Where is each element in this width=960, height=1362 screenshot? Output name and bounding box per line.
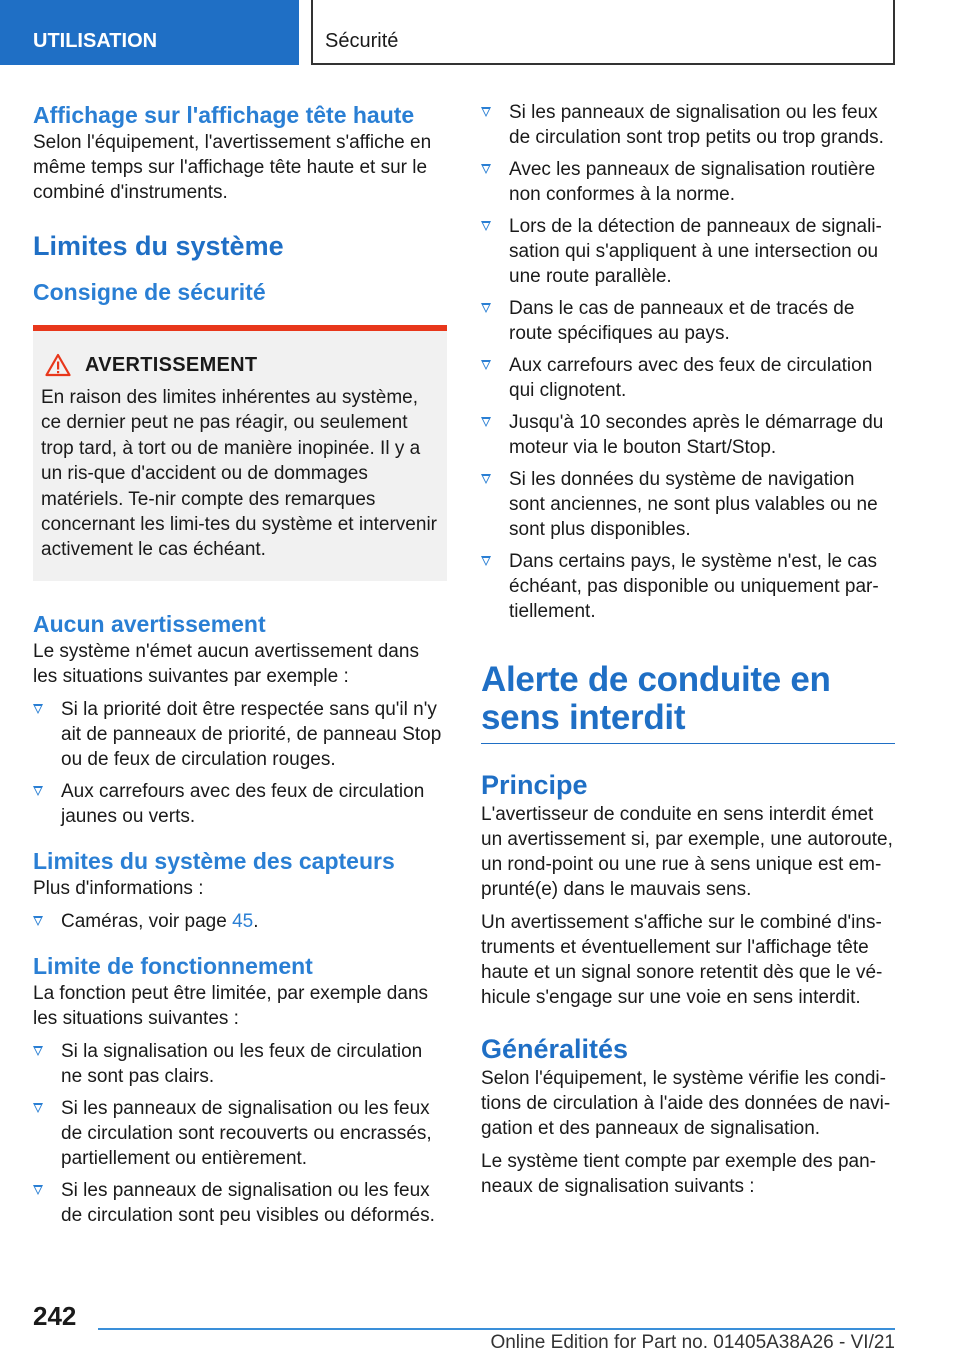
warning-triangle-icon — [45, 353, 71, 377]
sensor-paragraph: Plus d'informations : — [33, 877, 204, 899]
footer-divider — [98, 1328, 895, 1330]
right-column — [481, 100, 895, 1207]
triangle-bullet-icon — [33, 916, 43, 926]
sensor-list — [33, 909, 447, 934]
principle-heading: Principe — [481, 770, 588, 800]
triangle-bullet-icon — [481, 221, 491, 231]
triangle-bullet-icon — [481, 474, 491, 484]
triangle-bullet-icon — [481, 360, 491, 370]
no-warning-paragraph: Le système n'émet aucun avertissement dans les situations suivantes par exemple : — [33, 640, 419, 687]
no-warning-list — [33, 697, 447, 829]
list-item: Si les panneaux de signalisation ou les feux de circulation sont trop petits ou trop grands. — [481, 100, 895, 150]
left-column — [33, 100, 447, 1235]
warning-box — [33, 325, 447, 581]
triangle-bullet-icon — [33, 1185, 43, 1195]
footer-edition: Online Edition for Part no. 01405A38A26 - VI/21 — [490, 1332, 895, 1353]
limitation-list — [481, 100, 895, 624]
warning-title: AVERTISSEMENT — [85, 353, 258, 376]
triangle-bullet-icon — [33, 704, 43, 714]
function-paragraph: La fonction peut être limitée, par exemple dans les situations suivantes : — [33, 982, 429, 1029]
list-item: Si la signalisation ou les feux de circulation ne sont pas clairs. — [33, 1039, 447, 1089]
triangle-bullet-icon — [33, 1046, 43, 1056]
list-item: Si la priorité doit être respectée sans qu'il n'y ait de panneaux de priorité, de panneau Stop ou de feux de circulation rouges. — [33, 697, 447, 772]
hud-paragraph: Selon l'équipement, l'avertissement s'affiche en même temps sur l'affichage tête haute et sur le combiné d'instruments. — [33, 132, 432, 203]
triangle-bullet-icon — [481, 107, 491, 117]
warning-text: En raison des limites inhérentes au système, ce dernier peut ne pas réagir, ou seulement trop tard, à tort ou de manière inopinée. Il y a un ris-que d'accident ou de dommages matériels. Te-nir compte des remarques concernant les limi-tes du système et intervenir activement le cas échéant. — [41, 387, 437, 561]
function-heading: Limite de fonctionnement — [33, 952, 313, 979]
list-item: Caméras, voir page 45. — [33, 909, 447, 934]
header-section-title: Sécurité — [311, 0, 895, 65]
page-number: 242 — [33, 1301, 77, 1331]
list-item: Dans certains pays, le système n'est, le cas échéant, pas disponible ou uniquement par-tiellement. — [481, 549, 895, 624]
list-item: Si les panneaux de signalisation ou les feux de circulation sont recouverts ou encrassés, partiellement ou entièrement. — [33, 1096, 447, 1171]
triangle-bullet-icon — [481, 417, 491, 427]
wrong-way-heading: Alerte de conduite en sens interdit — [481, 661, 895, 744]
limits-heading: Limites du système — [33, 231, 284, 261]
list-item: Aux carrefours avec des feux de circulation jaunes ou verts. — [33, 779, 447, 829]
list-item: Si les panneaux de signalisation ou les feux de circulation sont peu visibles ou déformés. — [33, 1178, 447, 1228]
list-item: Aux carrefours avec des feux de circulation qui clignotent. — [481, 353, 895, 403]
list-item: Jusqu'à 10 secondes après le démarrage du moteur via le bouton Start/Stop. — [481, 410, 895, 460]
list-item: Dans le cas de panneaux et de tracés de route spécifiques au pays. — [481, 296, 895, 346]
general-heading: Généralités — [481, 1034, 629, 1064]
triangle-bullet-icon — [481, 556, 491, 566]
triangle-bullet-icon — [481, 303, 491, 313]
safety-heading: Consigne de sécurité — [33, 279, 266, 305]
header-tab-utilisation: UTILISATION — [0, 0, 299, 65]
triangle-bullet-icon — [481, 164, 491, 174]
sensor-heading: Limites du système des capteurs — [33, 847, 395, 874]
no-warning-heading: Aucun avertissement — [33, 610, 266, 637]
general-paragraph-1: Selon l'équipement, le système vérifie les condi-tions de circulation à l'aide des données de navi-gation et des panneaux de signalisation. — [481, 1068, 891, 1139]
principle-paragraph-2: Un avertissement s'affiche sur le combiné d'ins-truments et éventuellement sur l'affichage tête haute et un signal sonore retentit dès que le vé-hicule s'engage sur une voie en sens interdit. — [481, 912, 883, 1008]
list-item: Avec les panneaux de signalisation routière non conformes à la norme. — [481, 157, 895, 207]
function-list — [33, 1039, 447, 1228]
triangle-bullet-icon — [33, 1103, 43, 1113]
list-item: Si les données du système de navigation sont anciennes, ne sont plus valables ou ne sont plus disponibles. — [481, 467, 895, 542]
hud-heading: Affichage sur l'affichage tête haute — [33, 102, 415, 128]
principle-paragraph-1: L'avertisseur de conduite en sens interdit émet un avertissement si, par exemple, une autoroute, un rond-point ou une rue à sens unique est em-prunté(e) dans le mauvais sens. — [481, 804, 893, 900]
page-link-45[interactable]: 45 — [232, 910, 254, 932]
triangle-bullet-icon — [33, 786, 43, 796]
general-paragraph-2: Le système tient compte par exemple des pan-neaux de signalisation suivants : — [481, 1151, 876, 1197]
warning-header — [41, 353, 439, 377]
list-item: Lors de la détection de panneaux de signali-sation qui s'appliquent à une intersection ou une route parallèle. — [481, 214, 895, 289]
